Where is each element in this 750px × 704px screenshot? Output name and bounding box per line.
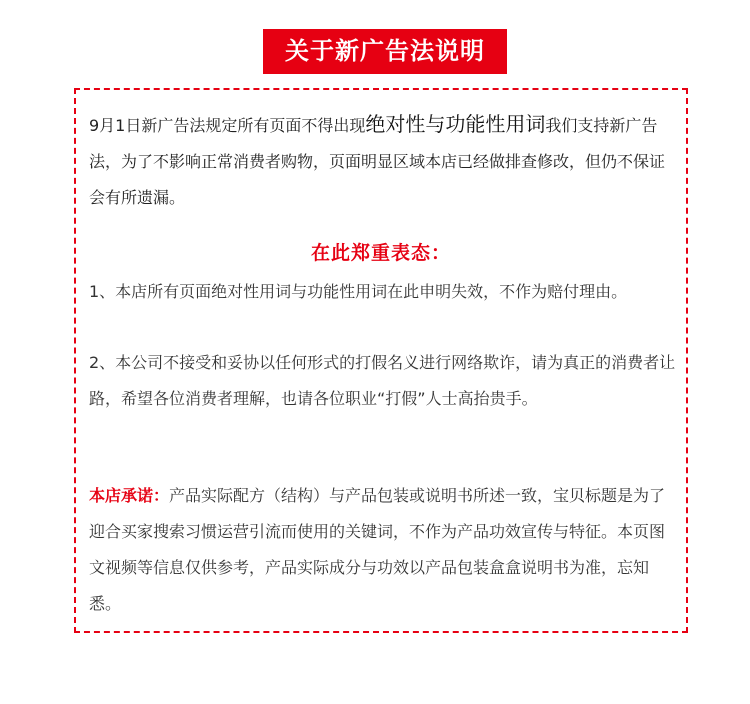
intro-emphasis: 绝对性与功能性用词 <box>365 112 546 136</box>
clause-2: 2、本公司不接受和妥协以任何形式的打假名义进行网络欺诈，请为真正的消费者让路，希望各位消费者理解，也请各位职业“打假”人士高抬贵手。 <box>89 353 676 408</box>
clause-1: 1、本店所有页面绝对性用词与功能性用词在此申明失效，不作为赔付理由。 <box>89 282 628 301</box>
page-title: 关于新广告法说明 <box>263 29 507 74</box>
promise-text: 产品实际配方（结构）与产品包装或说明书所述一致，宝贝标题是为了迎合买家搜索习惯运营引流而使用的关键词，不作为产品功效宣传与特征。本页图文视频等信息仅供参考，产品实际成分与功效以产品包装盒盒说明书为准，忘知悉。 <box>89 486 666 613</box>
intro-prefix: 9月1日新广告法规定所有页面不得出现 <box>89 116 366 135</box>
statement-heading: 在此郑重表态： <box>310 242 451 264</box>
intro-rest: 我们支持新广告法，为了不影响正常消费者购物，页面明显区域本店已经做排查修改，但仍不保证会有所遗漏。 <box>89 116 666 207</box>
store-promise <box>89 478 679 622</box>
promise-label: 本店承诺： <box>89 486 170 505</box>
notice-box <box>74 88 688 633</box>
intro-paragraph <box>89 106 679 216</box>
